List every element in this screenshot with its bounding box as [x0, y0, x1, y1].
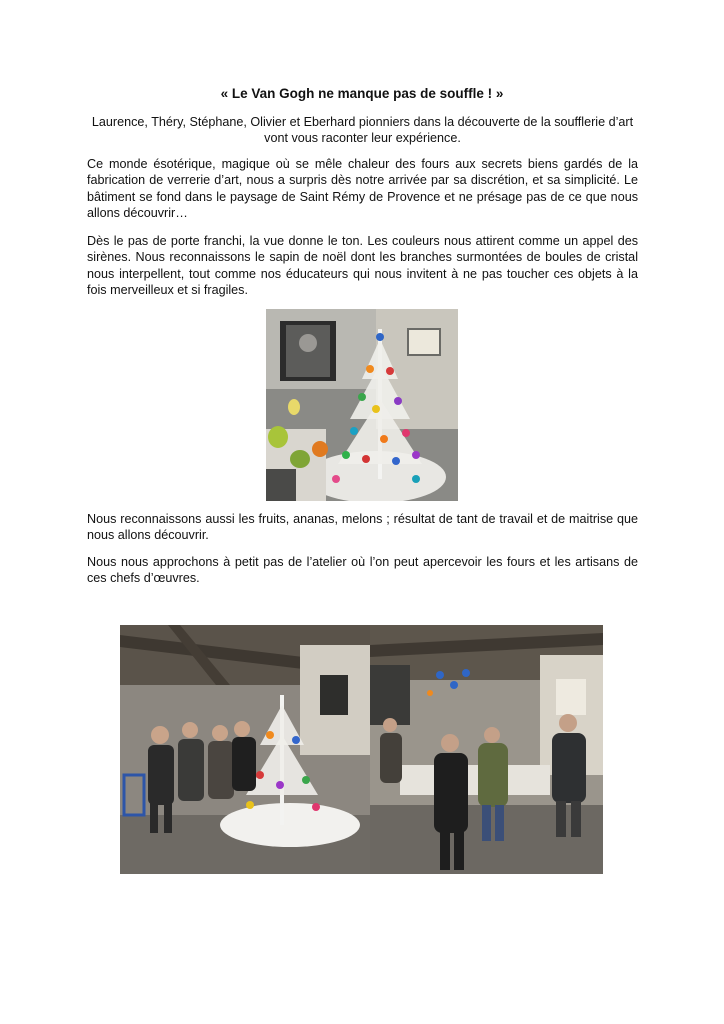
paragraph-3: Nous reconnaissons aussi les fruits, ananas, melons ; résultat de tant de travail et de maitrise que nous allons découvrir. [87, 512, 638, 543]
workshop-group-photo-right [370, 625, 603, 874]
glass-tree-photo [266, 309, 458, 501]
paragraph-2: Dès le pas de porte franchi, la vue donne le ton. Les couleurs nous attirent comme un appel des sirènes. Nous reconnaissons le sapin de noël dont les branches surmontées de boules de cristal nous interpellent, tout comme nos éducateurs qui nous invitent à ne pas toucher ces objets à la fois merveilleux et si fragiles. [87, 234, 638, 298]
paragraph-1: Ce monde ésotérique, magique où se mêle chaleur des fours aux secrets biens gardés de la fabrication de verrerie d’art, nous a surpris dès notre arrivée par sa discrétion, et sa simplicité. Le bâtiment se fond dans le paysage de Saint Rémy de Provence et ne présage pas de ce que nous allons découvrir… [87, 157, 638, 221]
intro-paragraph: Laurence, Théry, Stéphane, Olivier et Eberhard pionniers dans la découverte de la soufflerie d’art vont vous raconter leur expérience. [91, 115, 634, 146]
article-title: « Le Van Gogh ne manque pas de souffle ! » [220, 86, 504, 101]
workshop-group-photo-left [120, 625, 370, 874]
paragraph-4: Nous nous approchons à petit pas de l’atelier où l’on peut apercevoir les fours et les artisans de ces chefs d’œuvres. [87, 555, 638, 586]
